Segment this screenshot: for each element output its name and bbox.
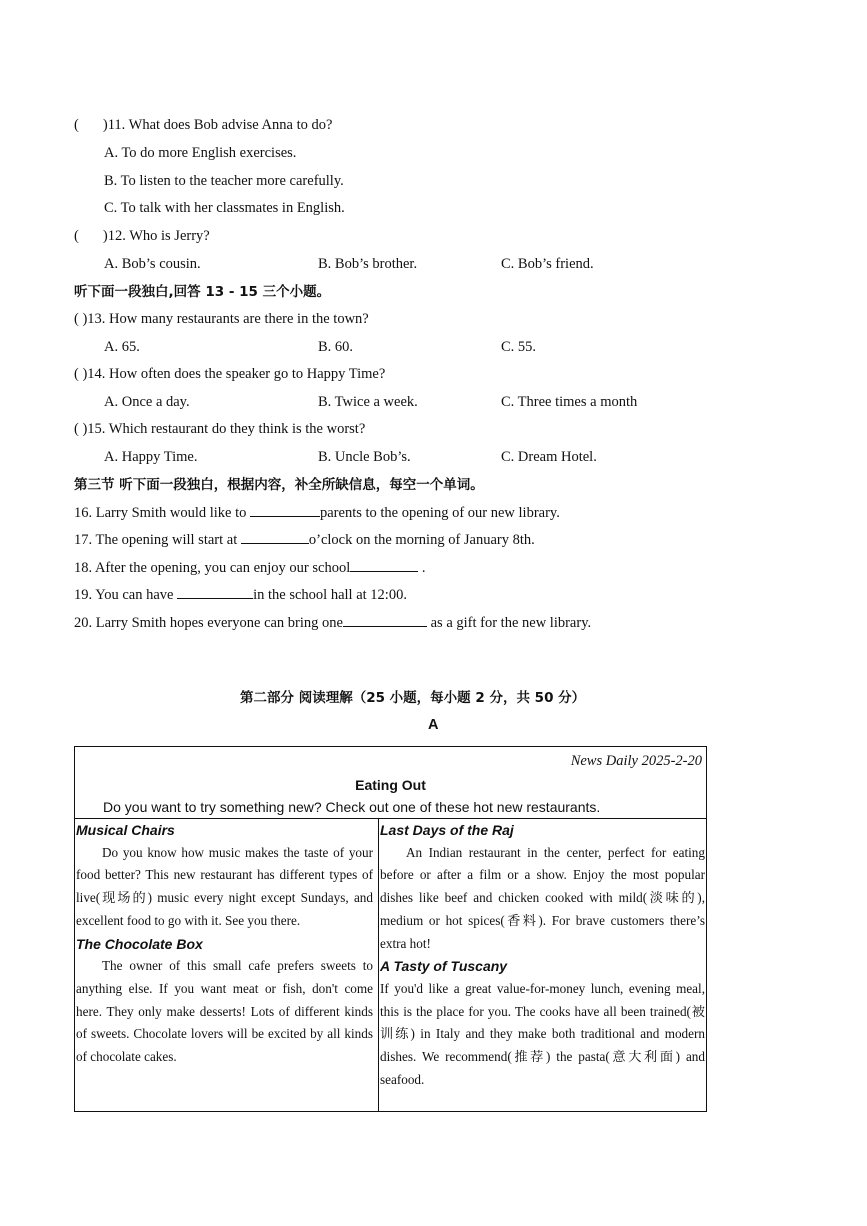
monologue-instruction: 听下面一段独白,回答 13 - 15 三个小题。 <box>74 284 331 300</box>
fill-20-blank[interactable] <box>343 613 427 627</box>
fill-19-blank[interactable] <box>177 585 253 599</box>
article-intro: Do you want to try something new? Check out one of these hot new restaurants. <box>103 799 601 815</box>
q11-option-a: A. To do more English exercises. <box>104 145 297 161</box>
fill-16-after: parents to the opening of our new library. <box>320 505 560 521</box>
fill-16 <box>74 503 560 522</box>
restaurant-desc-last-days-raj: An Indian restaurant in the center, perfect for eating before or after a film or a show. Enjoy the most popular dishes like beef and chicken cooked with mild(淡味的), medium or hot spices(香料). For brave customers there’s extra hot! <box>380 844 705 951</box>
left-column <box>76 819 373 1069</box>
fill-20-after: as a gift for the new library. <box>426 615 592 631</box>
fill-19-after: in the school hall at 12:00. <box>253 587 407 603</box>
restaurant-desc-tasty-tuscany: If you'd like a great value-for-money lunch, evening meal, this is the place for you. The cooks have all been trained(被训练) in Italy and they make both traditional and modern dishes. We recommend(推荐) the pasta(意大利面) and seafood. <box>380 980 705 1087</box>
restaurant-name-tasty-tuscany: A Tasty of Tuscany <box>380 958 508 975</box>
q11-text: What does Bob advise Anna to do? <box>128 117 333 133</box>
fill-19-before: 19. You can have <box>74 587 178 603</box>
restaurant-name-chocolate-box: The Chocolate Box <box>76 935 203 952</box>
fill-17-before: 17. The opening will start at <box>74 532 241 548</box>
q12-option-c: C. Bob’s friend. <box>501 256 594 272</box>
fill-17-after: o’clock on the morning of January 8th. <box>308 532 535 548</box>
q12-option-a: A. Bob’s cousin. <box>104 256 201 272</box>
article-box <box>74 746 707 1112</box>
fill-16-blank[interactable] <box>250 503 320 517</box>
q15-option-b: B. Uncle Bob’s. <box>318 449 411 465</box>
question-13: ( )13. How many restaurants are there in the town? <box>74 311 369 327</box>
table-divider-vertical <box>378 818 379 1111</box>
q13-option-a: A. 65. <box>104 339 140 355</box>
question-15: ( )15. Which restaurant do they think is the worst? <box>74 421 366 437</box>
q11-option-c: C. To talk with her classmates in English. <box>104 200 345 216</box>
q12-open-paren: ( <box>74 228 79 244</box>
q14-option-c: C. Three times a month <box>501 394 638 410</box>
q11-open-paren: ( <box>74 117 79 133</box>
fill-18-after: . <box>418 560 426 576</box>
fill-18 <box>74 558 426 577</box>
q11-number: 11. <box>107 117 126 133</box>
q13-option-c: C. 55. <box>501 339 537 355</box>
restaurant-name-musical-chairs: Musical Chairs <box>76 822 175 838</box>
q14-option-b: B. Twice a week. <box>318 394 418 410</box>
fill-16-before: 16. Larry Smith would like to <box>74 505 250 521</box>
fill-18-before: 18. After the opening, you can enjoy our school <box>74 560 351 576</box>
restaurant-desc-chocolate-box: The owner of this small cafe prefers sweets to anything else. If you want meat or fish, don't come here. They only make desserts! Lots of different kinds of sweets. Chocolate lovers will be excited by all kinds of chocolate cakes. <box>76 958 373 1065</box>
passage-label: A <box>428 717 439 733</box>
article-title: Eating Out <box>355 777 426 793</box>
fill-20-before: 20. Larry Smith hopes everyone can bring one <box>74 615 343 631</box>
fill-17 <box>74 530 535 549</box>
q12-text: Who is Jerry? <box>129 228 210 244</box>
part2-title: 第二部分 阅读理解（25 小题，每小题 2 分，共 50 分） <box>240 690 586 706</box>
fill-17-blank[interactable] <box>241 530 309 544</box>
right-column <box>380 819 705 1091</box>
q14-option-a: A. Once a day. <box>104 394 190 410</box>
restaurant-name-last-days-raj: Last Days of the Raj <box>380 822 514 838</box>
fill-19 <box>74 585 407 604</box>
fill-18-blank[interactable] <box>350 558 418 572</box>
restaurant-desc-musical-chairs: Do you know how music makes the taste of your food better? This new restaurant has different types of live(现场的) music every night except Sundays, and excellent food to go with it. See you there. <box>76 844 373 928</box>
q13-option-b: B. 60. <box>318 339 354 355</box>
fill-20 <box>74 613 591 632</box>
article-source: News Daily 2025-2-20 <box>570 753 702 769</box>
question-12 <box>74 227 210 245</box>
q15-option-c: C. Dream Hotel. <box>501 449 597 465</box>
question-14: ( )14. How often does the speaker go to Happy Time? <box>74 366 386 382</box>
q12-number: 12. <box>107 228 126 244</box>
q12-close-paren: ) <box>102 228 108 244</box>
q11-close-paren: ) <box>102 117 108 133</box>
section3-instruction: 第三节 听下面一段独白，根据内容，补全所缺信息，每空一个单词。 <box>74 477 484 493</box>
q12-option-b: B. Bob’s brother. <box>318 256 418 272</box>
q15-option-a: A. Happy Time. <box>104 449 198 465</box>
q11-option-b: B. To listen to the teacher more carefully. <box>104 173 344 189</box>
question-11 <box>74 116 332 134</box>
